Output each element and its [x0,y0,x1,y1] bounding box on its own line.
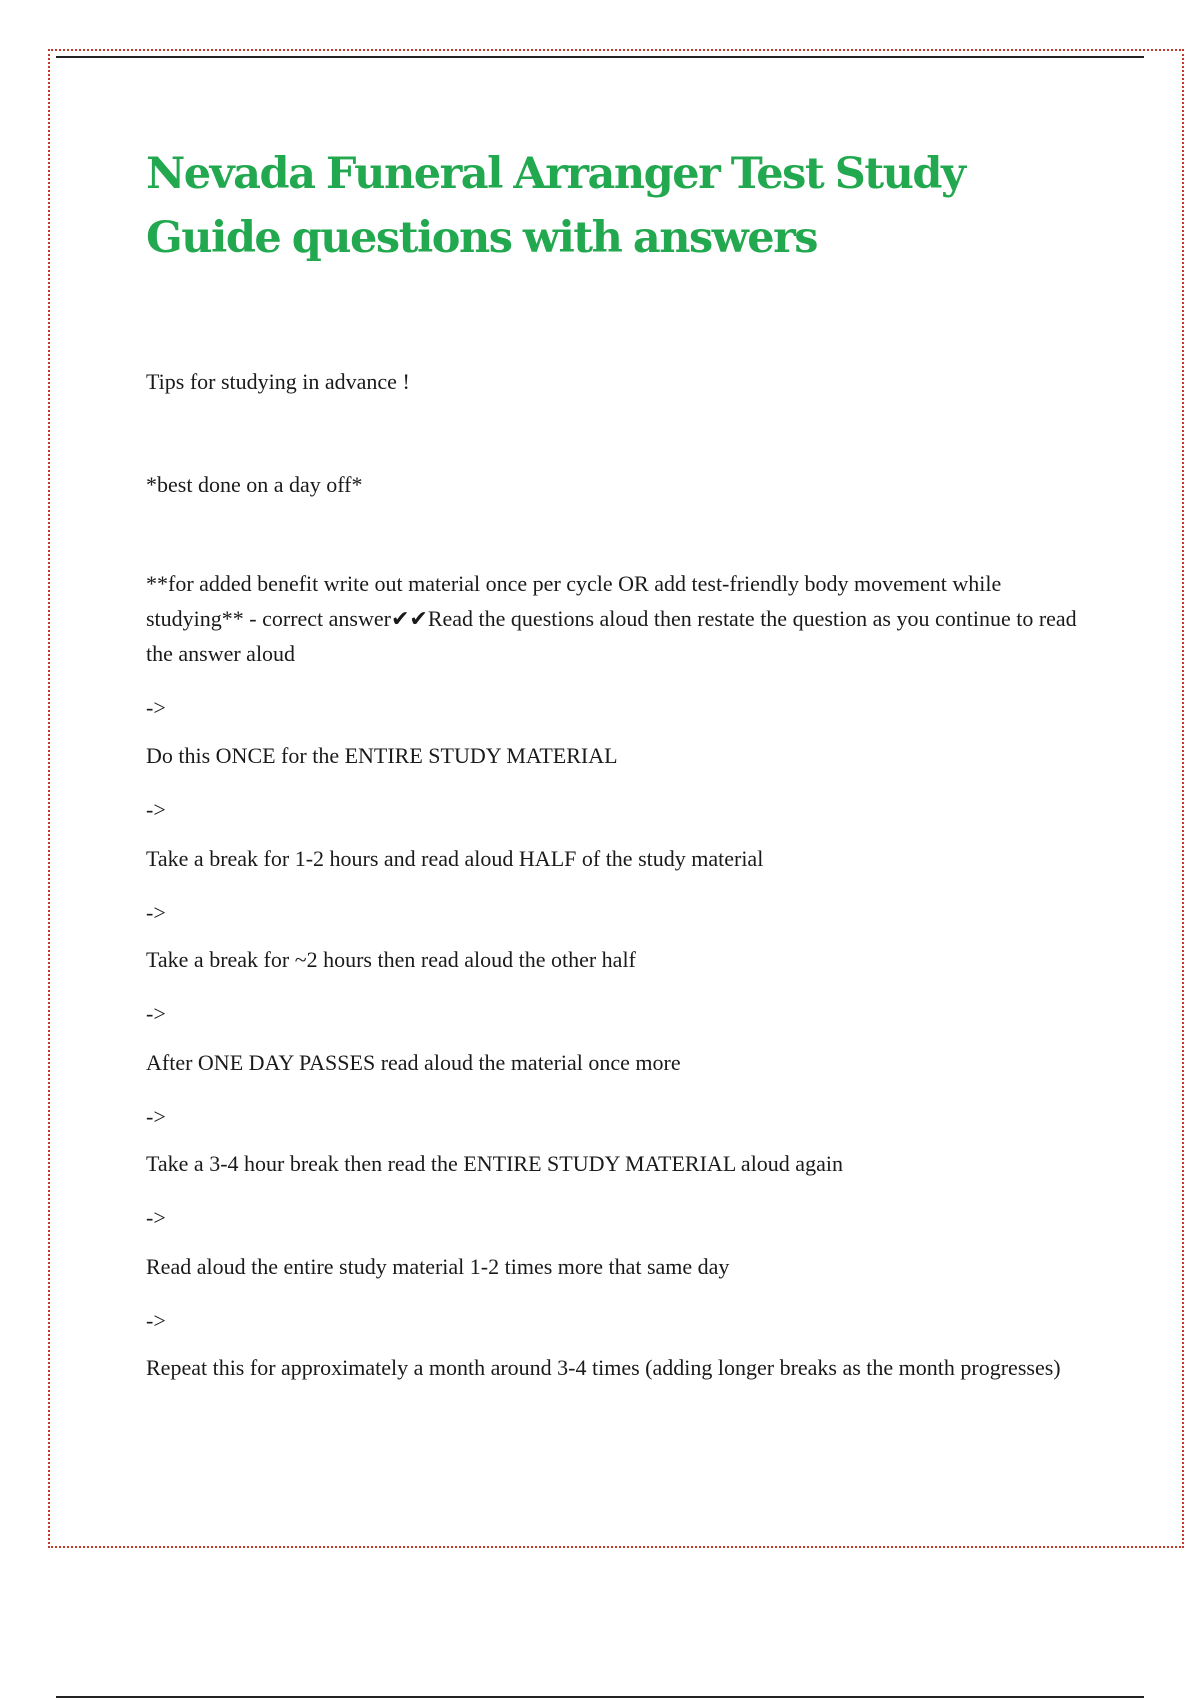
best-done-note: *best done on a day off* [146,472,363,497]
document-title: Nevada Funeral Arranger Test Study Guide questions with answers [146,149,965,263]
step-arrow: -> [146,1001,166,1026]
page-border [48,49,1184,1548]
step-arrow: -> [146,1308,166,1333]
tips-heading: Tips for studying in advance ! [146,369,410,394]
footer-rule [56,1696,1144,1698]
study-step: Read aloud the entire study material 1-2 times more that same day [146,1254,730,1279]
added-benefit-paragraph: **for added benefit write out material once per cycle OR add test-friendly body movement while studying** - correct answer✔✔Read the questions aloud then restate the question as you continue to read the answer aloud [146,571,1077,666]
study-step: After ONE DAY PASSES read aloud the material once more [146,1050,681,1075]
step-arrow: -> [146,1205,166,1230]
step-arrow: -> [146,900,166,925]
study-step: Take a 3-4 hour break then read the ENTIRE STUDY MATERIAL aloud again [146,1151,843,1176]
study-step: Take a break for 1-2 hours and read aloud HALF of the study material [146,846,764,871]
step-arrow: -> [146,797,166,822]
step-arrow: -> [146,1104,166,1129]
header-rule [56,56,1144,58]
step-arrow: -> [146,695,166,720]
study-step: Do this ONCE for the ENTIRE STUDY MATERIAL [146,743,618,768]
study-step: Repeat this for approximately a month around 3-4 times (adding longer breaks as the month progresses) [146,1355,1061,1380]
study-step: Take a break for ~2 hours then read aloud the other half [146,947,636,972]
